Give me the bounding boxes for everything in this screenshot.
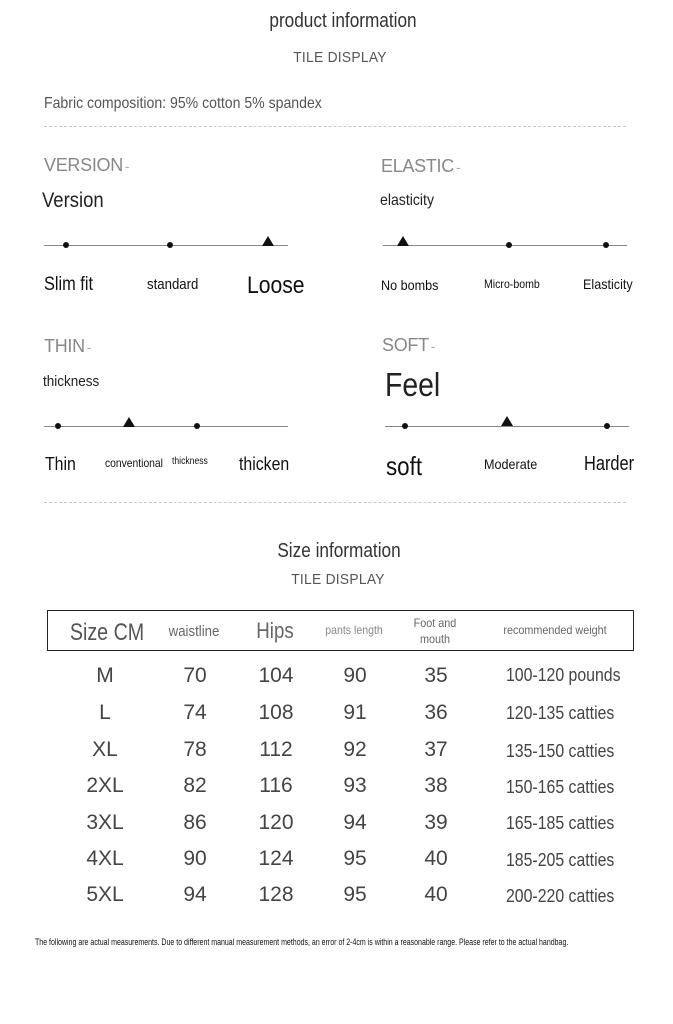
thin-selected-marker-icon	[123, 417, 135, 427]
elastic-heading-dash: -	[455, 159, 461, 175]
elastic-marker-elasticity	[603, 242, 609, 248]
size-title: Size information	[277, 540, 401, 562]
header-pants-length: pants length	[325, 623, 383, 637]
measurement-footnote: The following are actual measurements. Due to different manual measurement methods, an error of 2-4cm is within a reasonable range. Please refer to the actual handbag.	[35, 937, 569, 947]
cell-pants-length: 94	[343, 811, 367, 834]
thin-heading-text: THIN	[44, 336, 85, 356]
cell-hips: 112	[259, 738, 293, 761]
version-heading	[44, 155, 129, 176]
cell-size: XL	[92, 738, 118, 761]
elastic-marker-micro	[506, 242, 512, 248]
elastic-option-no-bombs: No bombs	[381, 277, 439, 293]
cell-recommended-weight: 165-185 catties	[506, 813, 615, 833]
version-option-slim-fit: Slim fit	[44, 274, 94, 295]
cell-pants-length: 95	[343, 847, 367, 870]
version-marker-slim	[63, 242, 69, 248]
thin-option-conventional: conventional	[105, 456, 163, 470]
soft-marker-harder	[604, 423, 610, 429]
cell-foot-and-mouth: 37	[424, 738, 448, 761]
cell-size: 5XL	[86, 883, 124, 906]
version-heading-text: VERSION	[44, 155, 123, 175]
thin-marker-thickness	[194, 423, 200, 429]
size-subtitle: TILE DISPLAY	[291, 571, 385, 588]
cell-foot-and-mouth: 40	[424, 883, 448, 906]
version-selected-marker-icon	[262, 236, 274, 246]
cell-hips: 108	[258, 701, 294, 724]
cell-recommended-weight: 200-220 catties	[506, 886, 615, 906]
cell-foot-and-mouth: 40	[424, 847, 448, 870]
version-option-standard: standard	[147, 276, 199, 293]
version-heading-dash: -	[124, 158, 130, 174]
cell-foot-and-mouth: 39	[424, 811, 448, 834]
divider-middle	[44, 502, 626, 503]
cell-hips: 116	[259, 774, 293, 797]
header-size-cm: Size CM	[69, 619, 145, 646]
cell-waistline: 78	[183, 738, 207, 761]
cell-waistline: 90	[183, 847, 207, 870]
thin-option-thin: Thin	[45, 454, 76, 474]
thin-option-thicken: thicken	[239, 454, 290, 474]
header-hips: Hips	[256, 618, 294, 643]
thin-marker-thin	[55, 423, 61, 429]
thin-scale-line	[44, 426, 288, 427]
cell-recommended-weight: 100-120 pounds	[506, 665, 621, 685]
soft-heading	[382, 335, 435, 356]
header-waistline: waistline	[168, 623, 220, 640]
version-marker-standard	[167, 242, 173, 248]
cell-pants-length: 92	[343, 738, 367, 761]
elastic-selected-marker-icon	[397, 236, 409, 246]
cell-size: M	[96, 664, 114, 687]
cell-size: L	[99, 701, 111, 724]
elastic-option-elasticity: Elasticity	[583, 276, 633, 292]
header-foot-and-mouth: Foot and mouth	[413, 616, 457, 646]
cell-size: 2XL	[86, 774, 124, 797]
cell-waistline: 70	[183, 664, 207, 687]
cell-waistline: 86	[183, 811, 207, 834]
elastic-heading	[381, 156, 460, 177]
soft-heading-text: SOFT	[382, 335, 429, 355]
cell-hips: 124	[258, 847, 294, 870]
elastic-option-micro-bomb: Micro-bomb	[484, 277, 540, 291]
soft-heading-dash: -	[430, 338, 436, 354]
cell-waistline: 82	[183, 774, 207, 797]
elastic-heading-text: ELASTIC	[381, 156, 454, 176]
header-recommended-weight: recommended weight	[503, 623, 607, 637]
soft-selected-marker-icon	[501, 416, 513, 426]
cell-foot-and-mouth: 38	[424, 774, 448, 797]
soft-marker-soft	[402, 423, 408, 429]
product-subtitle: TILE DISPLAY	[293, 49, 387, 66]
soft-option-moderate: Moderate	[484, 456, 538, 472]
cell-recommended-weight: 120-135 catties	[506, 703, 615, 723]
cell-waistline: 74	[183, 701, 207, 724]
cell-recommended-weight: 185-205 catties	[506, 850, 615, 870]
elastic-scale-line	[383, 245, 627, 246]
cell-hips: 104	[258, 664, 294, 687]
elastic-label: elasticity	[380, 192, 434, 209]
divider-top	[44, 126, 626, 127]
cell-recommended-weight: 150-165 catties	[506, 777, 615, 797]
cell-pants-length: 93	[343, 774, 367, 797]
cell-hips: 128	[258, 883, 294, 906]
soft-label: Feel	[385, 366, 441, 403]
cell-pants-length: 95	[343, 883, 367, 906]
cell-size: 4XL	[86, 847, 124, 870]
cell-pants-length: 91	[343, 701, 367, 724]
soft-option-harder: Harder	[584, 453, 635, 475]
thin-option-thickness: thickness	[172, 456, 208, 467]
fabric-composition: Fabric composition: 95% cotton 5% spandex	[44, 95, 322, 112]
product-title: product information	[269, 10, 417, 32]
soft-option-soft: soft	[386, 451, 423, 481]
thin-heading-dash: -	[86, 339, 92, 355]
cell-size: 3XL	[86, 811, 124, 834]
cell-hips: 120	[258, 811, 294, 834]
thin-heading	[44, 336, 91, 357]
version-label: Version	[42, 189, 104, 212]
version-option-loose: Loose	[247, 272, 305, 299]
cell-pants-length: 90	[343, 664, 367, 687]
cell-waistline: 94	[183, 883, 207, 906]
cell-foot-and-mouth: 35	[424, 664, 448, 687]
thin-label: thickness	[43, 373, 100, 390]
soft-scale-line	[385, 426, 629, 427]
version-scale-line	[44, 245, 288, 246]
cell-foot-and-mouth: 36	[424, 701, 448, 724]
cell-recommended-weight: 135-150 catties	[506, 741, 615, 761]
